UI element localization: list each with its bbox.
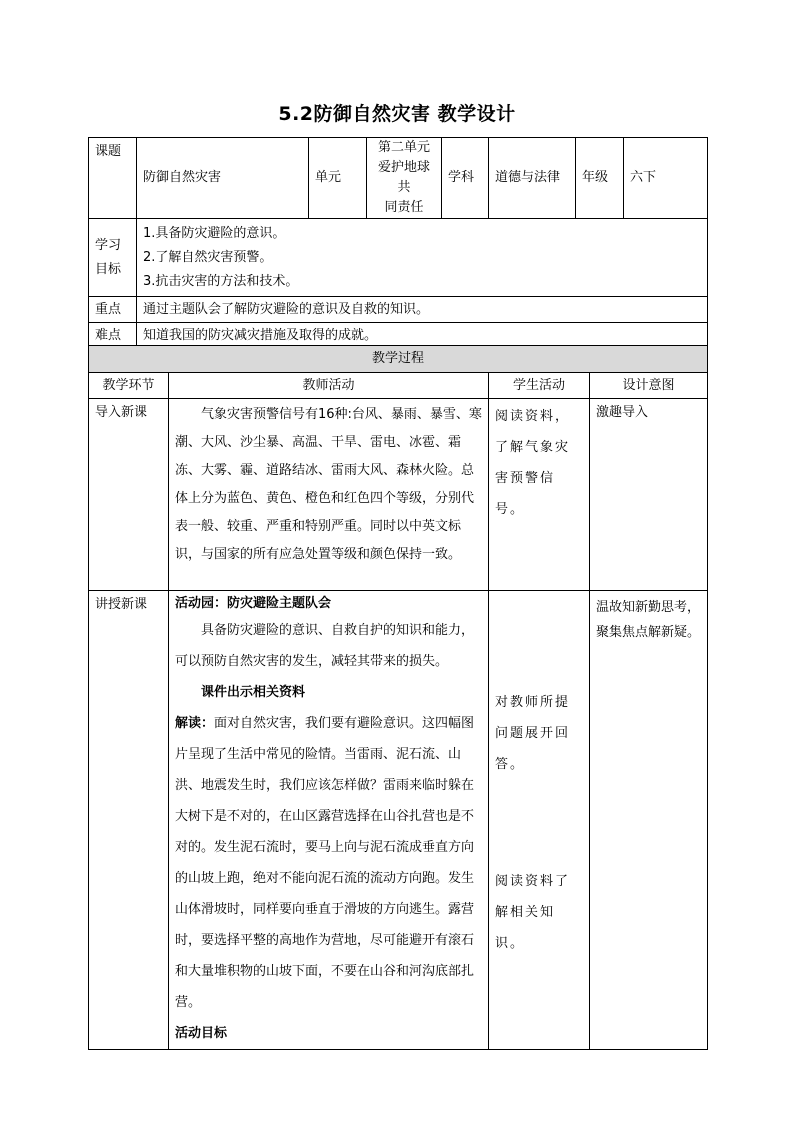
activity-paragraph: 具备防灾避险的意识、自救自护的知识和能力，可以预防自然灾害的发生，减轻其带来的损失。 xyxy=(175,623,475,669)
student-response-2: 阅读资料了解相关知识。 xyxy=(495,874,571,951)
goals-label-line-1: 学习 xyxy=(95,237,122,253)
focus-label: 重点 xyxy=(89,297,137,323)
unit-value-line-3: 同责任 xyxy=(384,200,424,215)
resource-heading: 课件出示相关资料 xyxy=(201,685,306,700)
reading-label: 解读： xyxy=(175,716,215,731)
subject-label: 学科 xyxy=(442,138,489,219)
goals-label xyxy=(89,219,137,297)
goal-item: 3.抗击灾害的方法和技术。 xyxy=(143,273,299,289)
topic-label: 课题 xyxy=(89,138,137,219)
difficulty-value: 知道我国的防灾减灾措施及取得的成就。 xyxy=(137,323,708,350)
focus-value: 通过主题队会了解防灾避险的意识及自救的知识。 xyxy=(137,297,708,323)
difficulty-label: 难点 xyxy=(89,323,137,350)
header-student: 学生活动 xyxy=(489,373,590,399)
teacher-activity-new-lesson xyxy=(169,591,489,1050)
process-section-title: 教学过程 xyxy=(89,346,708,373)
stage-new-lesson: 讲授新课 xyxy=(89,591,169,1050)
reading-paragraph xyxy=(175,708,482,1018)
header-teacher: 教师活动 xyxy=(169,373,489,399)
teacher-activity-intro: 气象灾害预警信号有16种:台风、暴雨、暴雪、寒潮、大风、沙尘暴、高温、干旱、雷电、冰雹、霜冻、大雾、霾、道路结冰、雷雨大风、森林火险。总体上分为蓝色、黄色、橙色和红色四个等级，分别代表一般、较重、严重和特别严重。同时以中英文标识，与国家的所有应急处置等级和颜色保持一致。 xyxy=(169,399,489,591)
goals-list xyxy=(137,219,708,297)
intent-intro: 激趣导入 xyxy=(590,399,708,591)
unit-value xyxy=(367,138,442,219)
topic-value: 防御自然灾害 xyxy=(137,138,309,219)
goal-item: 2.了解自然灾害预警。 xyxy=(143,249,273,265)
unit-value-line-2: 爱护地球 共 xyxy=(377,160,430,195)
header-stage: 教学环节 xyxy=(89,373,169,399)
subject-value: 道德与法律 xyxy=(489,138,576,219)
activity-goal-heading: 活动目标 xyxy=(175,1026,228,1041)
stage-intro: 导入新课 xyxy=(89,399,169,591)
reading-text: 面对自然灾害，我们要有避险意识。这四幅图片呈现了生活中常见的险情。当雷雨、泥石流、山洪、地震发生时，我们应该怎样做？雷雨来临时躲在大树下是不对的，在山区露营选择在山谷扎营也是不对的。发生泥石流时，要马上向与泥石流成垂直方向的山坡上跑，绝对不能向泥石流的流动方向跑。发生山体滑坡时，同样要向垂直于滑坡的方向逃生。露营时，要选择平整的高地作为营地，尽可能避开有滚石和大量堆积物的山坡下面，不要在山谷和河沟底部扎营。 xyxy=(175,716,475,1010)
unit-label: 单元 xyxy=(309,138,367,219)
teaching-process-table xyxy=(88,345,708,1050)
header-intent: 设计意图 xyxy=(590,373,708,399)
intent-new-lesson: 温故知新勤思考，聚集焦点解新疑。 xyxy=(590,591,708,1050)
goal-item: 1.具备防灾避险的意识。 xyxy=(143,225,286,241)
grade-label: 年级 xyxy=(576,138,624,219)
student-activity-new-lesson xyxy=(489,591,590,1050)
goals-label-line-2: 目标 xyxy=(95,261,122,277)
document-title: 5.2防御自然灾害 教学设计 xyxy=(278,103,516,125)
course-info-table xyxy=(88,137,708,350)
student-activity-intro: 阅读资料，了解气象灾害预警信号。 xyxy=(489,399,590,591)
grade-value: 六下 xyxy=(624,138,708,219)
student-response-1: 对教师所提问题展开回答。 xyxy=(495,695,571,772)
activity-title: 活动园：防灾避险主题队会 xyxy=(175,596,332,611)
unit-value-line-1: 第二单元 xyxy=(377,140,430,155)
